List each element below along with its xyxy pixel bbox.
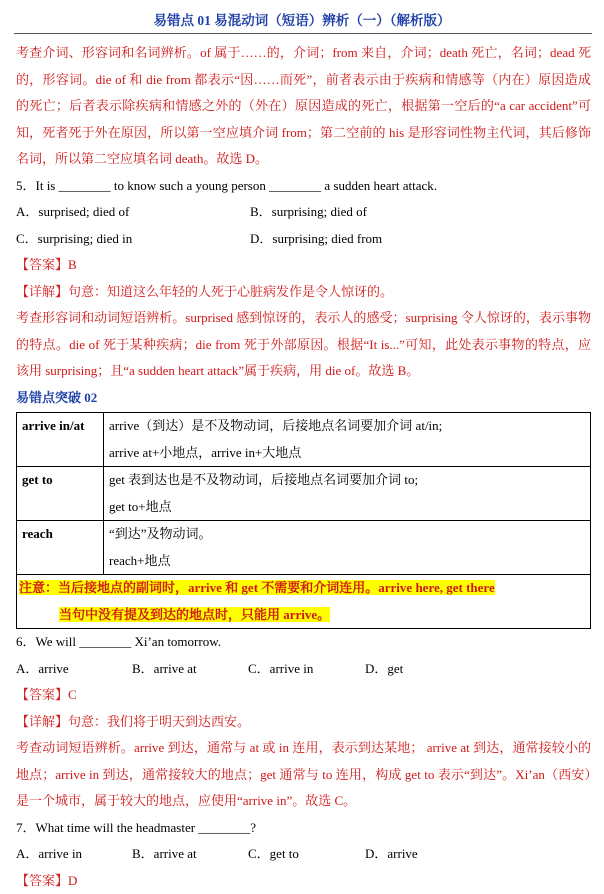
note-line-1: 注意：当后接地点的副词时，arrive 和 get 不需要和介词连用。arrive here, get there xyxy=(19,580,495,595)
question-7-option-c: C．get to xyxy=(248,841,365,868)
table-term: arrive in/at xyxy=(17,413,104,467)
question-7-option-a: A．arrive in xyxy=(16,841,132,868)
question-5-option-b: B．surprising; died of xyxy=(250,199,367,226)
question-6-option-b: B．arrive at xyxy=(132,656,248,683)
question-7-answer: 【答案】D xyxy=(16,868,591,894)
note-line-2: 当句中没有提及到达的地点时，只能用 arrive。 xyxy=(59,607,330,622)
table-note xyxy=(17,575,591,629)
table-row xyxy=(17,413,591,467)
question-7-stem: 7．What time will the headmaster ________? xyxy=(16,815,591,842)
question-6-explanation: 考查动词短语辨析。arrive 到达，通常与 at 或 in 连用，表示到达某地； arrive at 到达，通常接较小的地点；arrive in 到达，通常接较大的地点；get 通常与 to 连用，构成 get to 表示“到达”。Xi’an（西安）是一个城市，属于较大的地点，应使用“arrive in”。故选 C。 xyxy=(16,735,591,815)
question-5-answer: 【答案】B xyxy=(16,252,591,279)
question-5-detail: 【详解】句意：知道这么年轻的人死于心脏病发作是令人惊讶的。 xyxy=(16,279,591,306)
question-5-options-row-2 xyxy=(16,226,591,253)
section-title: 易错点突破 02 xyxy=(16,385,591,412)
table-definition-line: get to+地点 xyxy=(109,494,585,521)
table-definition-line: reach+地点 xyxy=(109,548,585,575)
table-row xyxy=(17,467,591,521)
table-row xyxy=(17,521,591,575)
table-definition-line: arrive（到达）是不及物动词，后接地点名词要加介词 at/in; xyxy=(109,413,585,440)
page-title: 易错点 01 易混动词（短语）辨析（一）（解析版） xyxy=(0,9,604,29)
question-5-option-d: D．surprising; died from xyxy=(250,226,382,253)
question-7-options xyxy=(16,841,591,868)
header-divider xyxy=(14,33,592,34)
question-6-option-c: C．arrive in xyxy=(248,656,365,683)
question-7-option-d: D．arrive xyxy=(365,841,418,868)
comparison-table xyxy=(16,412,591,629)
table-definition-line: “到达”及物动词。 xyxy=(109,521,585,548)
question-7-option-b: B．arrive at xyxy=(132,841,248,868)
table-definition xyxy=(104,521,591,575)
question-6-answer: 【答案】C xyxy=(16,682,591,709)
question-6-detail: 【详解】句意：我们将于明天到达西安。 xyxy=(16,709,591,736)
table-note-row xyxy=(17,575,591,629)
question-5-stem: 5．It is ________ to know such a young person ________ a sudden heart attack. xyxy=(16,173,591,200)
question-5-option-a: A．surprised; died of xyxy=(16,199,250,226)
table-definition xyxy=(104,467,591,521)
question-6-stem: 6．We will ________ Xi’an tomorrow. xyxy=(16,629,591,656)
question-5-option-c: C．surprising; died in xyxy=(16,226,250,253)
question-6-option-d: D．get xyxy=(365,656,403,683)
document-body xyxy=(16,40,591,894)
table-definition-line: get 表到达也是不及物动词，后接地点名词要加介词 to; xyxy=(109,467,585,494)
question-5-options-row-1 xyxy=(16,199,591,226)
previous-explanation: 考查介词、形容词和名词辨析。of 属于……的，介词；from 来自，介词；death 死亡，名词；dead 死的，形容词。die of 和 die from 都表示“因……而死”，前者表示由于疾病和情感等（内在）原因造成的死亡；后者表示除疾病和情感之外的（外在）原因造成的死亡，根据第一空后的“a car accident”可知，死者死于外在原因，所以第一空应填介词 from；第二空前的 his 是形容词性物主代词，其后修饰名词，所以第二空应填名词 death。故选 D。 xyxy=(16,40,591,173)
table-definition-line: arrive at+小地点，arrive in+大地点 xyxy=(109,440,585,467)
table-term: get to xyxy=(17,467,104,521)
table-term: reach xyxy=(17,521,104,575)
question-6-options xyxy=(16,656,591,683)
table-definition xyxy=(104,413,591,467)
question-6-option-a: A．arrive xyxy=(16,656,132,683)
question-5-explanation: 考查形容词和动词短语辨析。surprised 感到惊讶的，表示人的感受；surprising 令人惊讶的，表示事物的特点。die of 死于某种疾病；die from 死于外部原因。根据“It is...”可知，此处表示事物的特点，应该用 surprising；且“a sudden heart attack”属于疾病，用 die of。故选 B。 xyxy=(16,305,591,385)
